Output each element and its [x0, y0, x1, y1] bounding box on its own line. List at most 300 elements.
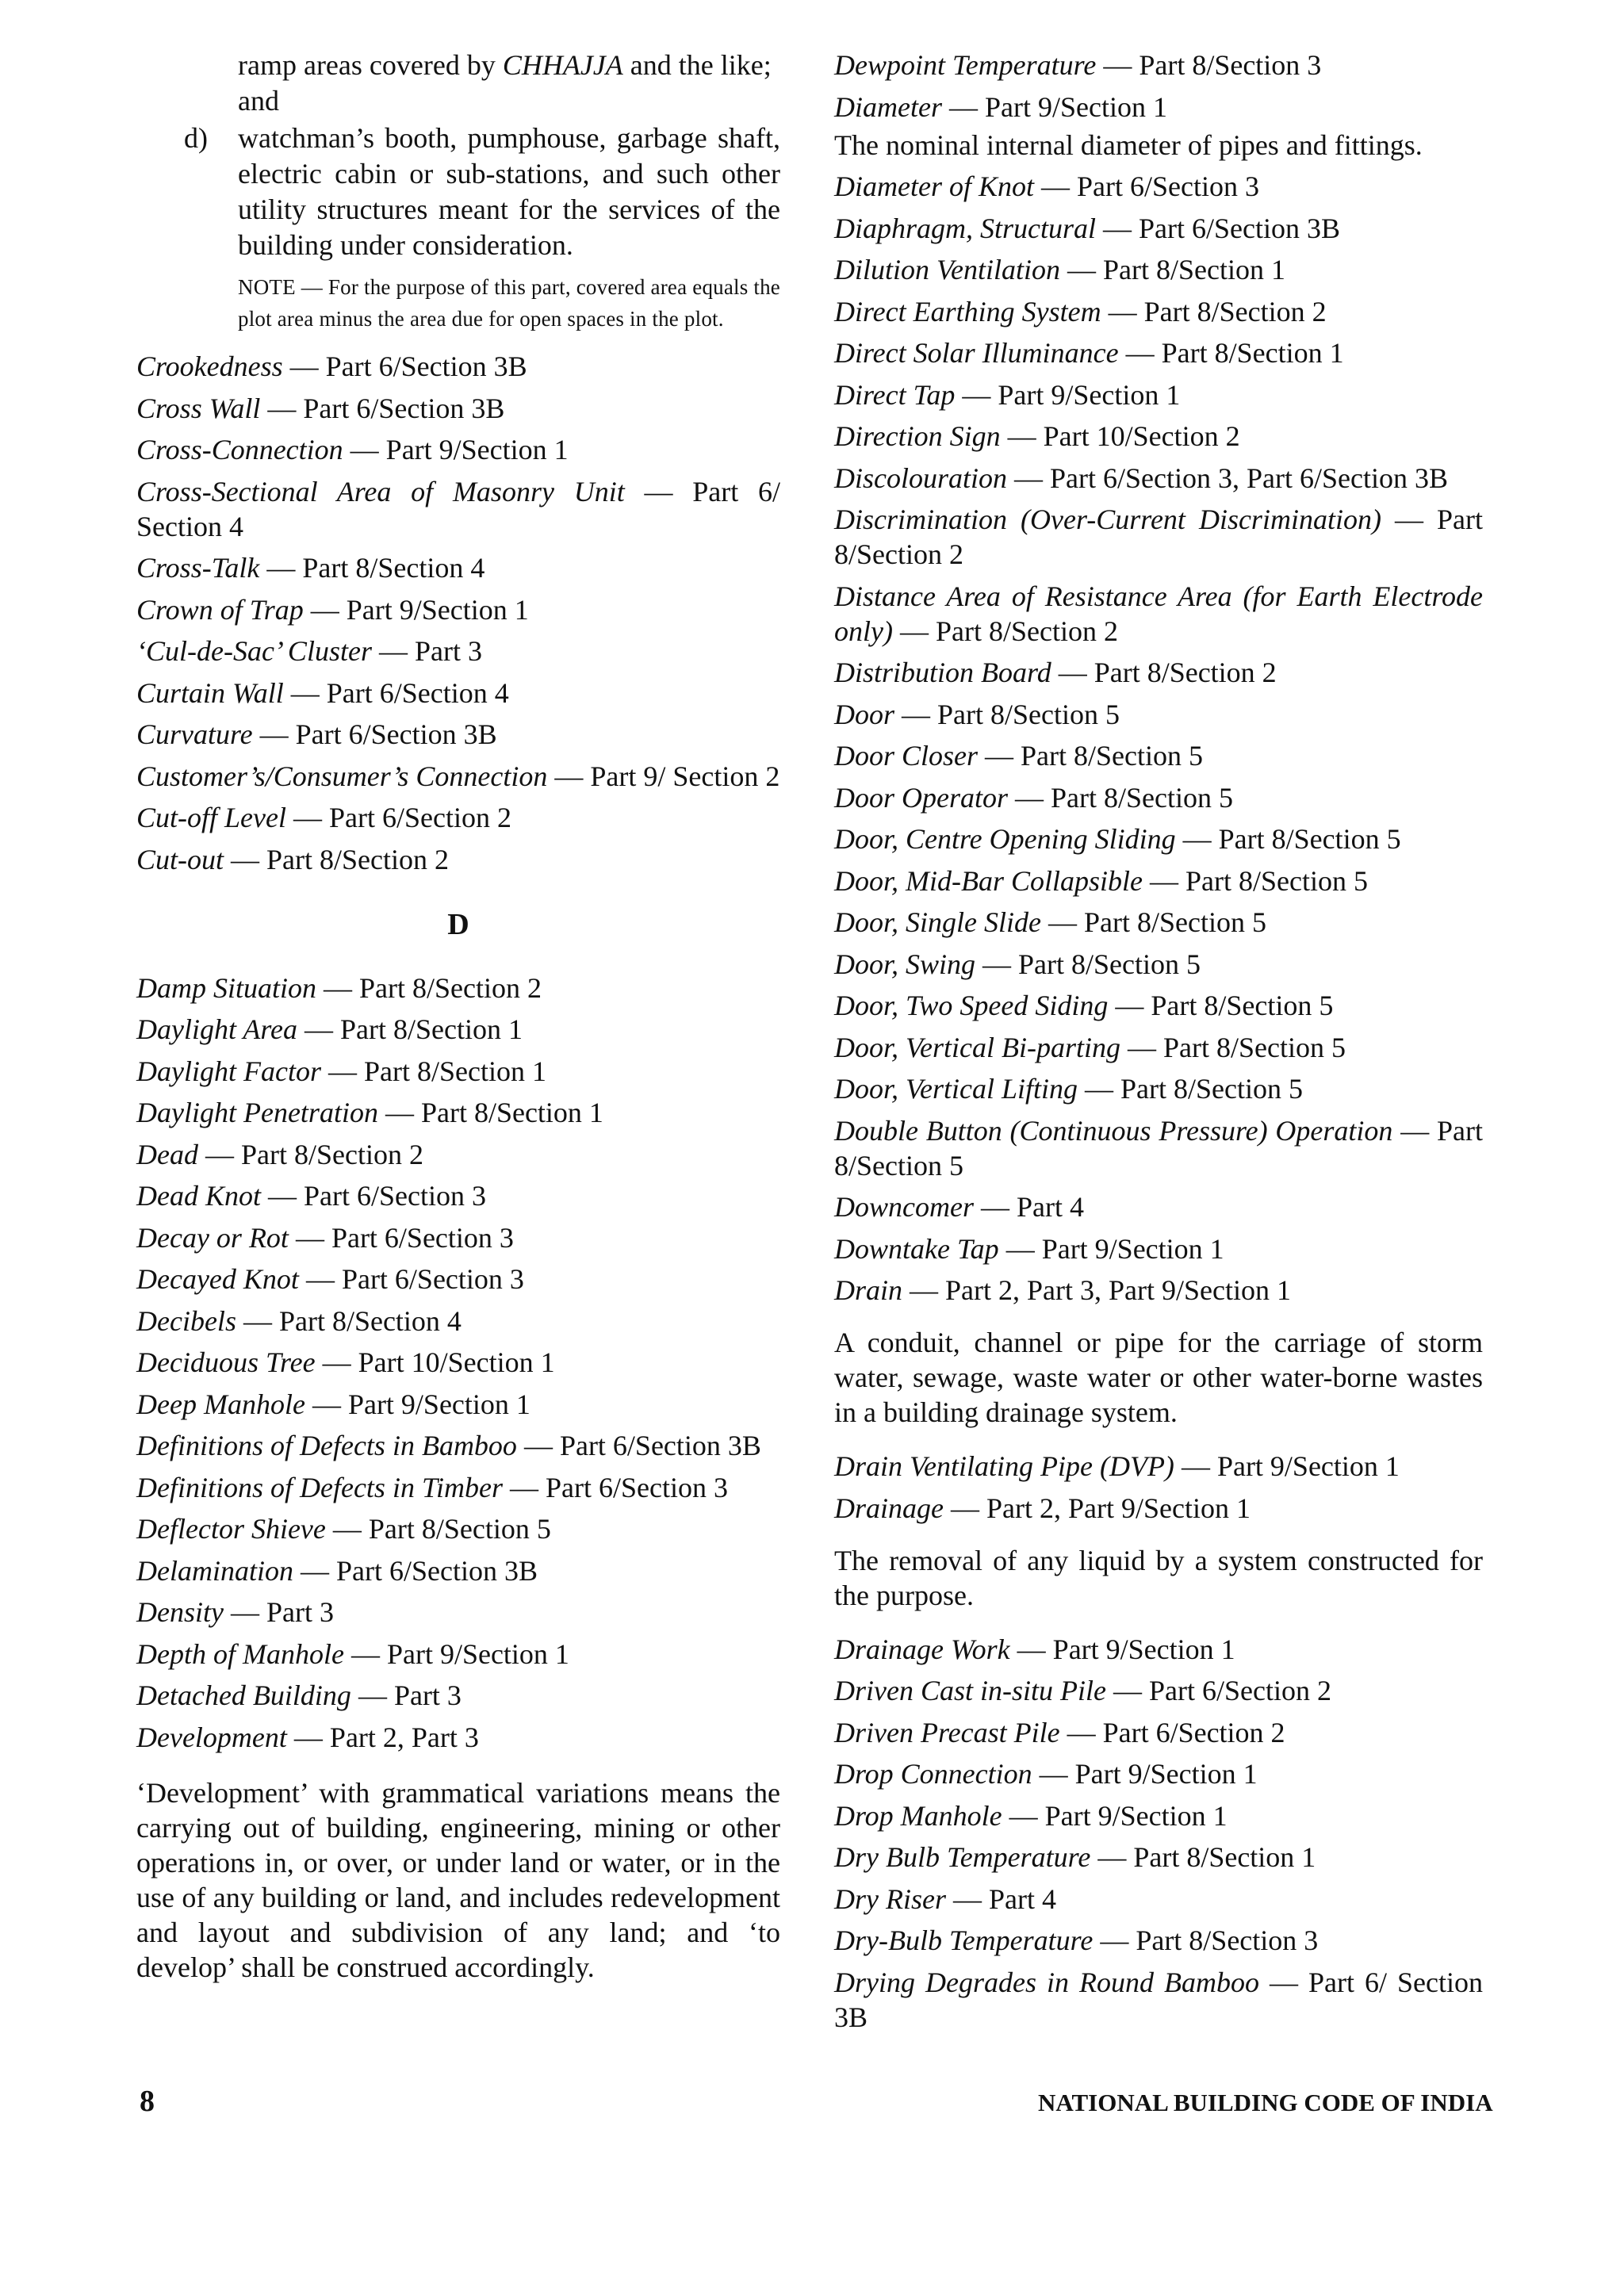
entry-reference: Part 3 [266, 1596, 334, 1628]
glossary-entry [136, 474, 780, 544]
glossary-entry [834, 502, 1483, 572]
list-item-d [136, 121, 780, 263]
glossary-entry [136, 1178, 780, 1213]
entry-term: Decay or Rot [136, 1221, 289, 1254]
glossary-entry [834, 780, 1483, 815]
entries-group-r1 [834, 48, 1483, 124]
entry-term: Cut-off Level [136, 802, 286, 833]
entry-reference: Part 6/Section 3B [295, 718, 497, 750]
glossary-entry [834, 579, 1483, 649]
entry-separator: — [282, 350, 326, 382]
section-letter-heading: D [447, 907, 469, 941]
glossary-entry [834, 419, 1483, 454]
entry-reference: Part 9/ Section 2 [590, 760, 780, 792]
glossary-entry [834, 738, 1483, 773]
entry-separator: — [236, 1304, 279, 1337]
chhajja-term: CHHAJJA [502, 49, 623, 81]
entry-term: Delamination [136, 1554, 293, 1587]
entry-separator: — [1096, 212, 1139, 244]
entry-term: Dewpoint Temperature [834, 49, 1097, 81]
glossary-entry [136, 349, 780, 384]
entry-separator: — [973, 1191, 1017, 1223]
entry-term: Door, Vertical Bi-parting [834, 1031, 1120, 1063]
glossary-entry [136, 1012, 780, 1047]
entry-term: Deep Manhole [136, 1388, 305, 1420]
entry-reference: Part 10/Section 1 [358, 1346, 555, 1378]
left-column [136, 48, 780, 2004]
entry-term: Door, Mid-Bar Collapsible [834, 864, 1143, 897]
entry-separator: — [892, 615, 936, 647]
entry-term: Cross-Connection [136, 434, 343, 465]
running-title: NATIONAL BUILDING CODE OF INDIA [1038, 2089, 1493, 2116]
entry-reference: Part 9/Section 1 [386, 1637, 569, 1670]
glossary-entry [136, 1262, 780, 1296]
entry-term: Decibels [136, 1304, 236, 1337]
entry-separator: — [1000, 420, 1044, 452]
entry-reference: Part 9/Section 1 [385, 434, 569, 465]
entry-reference: Part 8/Section 2 [240, 1138, 423, 1170]
entry-term: Direct Earthing System [834, 295, 1101, 327]
entry-term: Distribution Board [834, 657, 1051, 688]
entry-separator: — [1051, 657, 1094, 688]
entry-reference: Part 6/Section 3B [325, 350, 527, 382]
entry-reference: Part 9/Section 1 [347, 1388, 530, 1420]
entry-reference: Part 8/Section 2 [834, 504, 1483, 570]
entries-group-d [136, 971, 780, 1755]
entry-reference: Part 8/Section 5 [1021, 740, 1204, 772]
glossary-entry [136, 432, 780, 467]
glossary-entry [834, 377, 1483, 412]
entry-separator: — [1174, 1450, 1217, 1482]
entry-separator: — [303, 593, 347, 626]
entry-reference: Part 8/Section 5 [834, 1114, 1484, 1181]
entry-separator: — [1118, 337, 1162, 369]
entry-reference: Part 6/Section 2 [328, 802, 511, 833]
entry-reference: Part 9/Section 1 [984, 90, 1167, 123]
entry-separator: — [293, 1554, 336, 1587]
continuation-line-1 [238, 48, 780, 83]
entry-term: Daylight Penetration [136, 1097, 378, 1128]
entry-separator: — [1096, 49, 1139, 81]
glossary-entry [136, 1720, 780, 1755]
entry-reference: Part 8/Section 2 [266, 843, 449, 875]
glossary-entry [136, 1678, 780, 1713]
entry-term: Discrimination (Over-Current Discrimination) [834, 504, 1381, 535]
entry-separator: — [1258, 1966, 1308, 1998]
entry-reference: Part 9/Section 1 [1052, 1633, 1235, 1665]
entry-separator: — [283, 676, 327, 709]
entry-term: Double Button (Continuous Pressure) Operation [834, 1114, 1393, 1147]
entry-term: Door, Swing [834, 948, 976, 980]
entry-separator: — [1059, 1716, 1103, 1748]
entry-separator: — [298, 1263, 342, 1295]
entry-term: Cut-out [136, 843, 224, 875]
glossary-entry [136, 1595, 780, 1630]
entry-reference: Part 8/Section 2 [935, 615, 1118, 647]
entry-reference: Part 3 [393, 1679, 462, 1711]
entry-term: Door, Single Slide [834, 906, 1041, 938]
entry-separator: — [350, 1679, 394, 1711]
entry-reference: Part 8/Section 1 [339, 1013, 523, 1045]
entry-separator: — [197, 1138, 241, 1170]
entry-reference: Part 6/Section 3 [341, 1263, 524, 1295]
entry-term: Diameter [834, 90, 942, 123]
entry-reference: Part 10/Section 2 [1043, 420, 1240, 452]
entry-separator: — [502, 1471, 546, 1503]
entry-separator: — [902, 1274, 946, 1306]
entries-group-c [136, 349, 780, 877]
glossary-entry [834, 1882, 1483, 1917]
entry-separator: — [1108, 990, 1151, 1021]
entry-separator: — [285, 802, 329, 833]
entry-reference: Part 4 [1016, 1191, 1084, 1223]
entry-reference: Part 6/Section 3B [1139, 212, 1341, 244]
glossary-entry [834, 864, 1483, 898]
glossary-entry [136, 550, 780, 585]
entry-separator: — [1032, 1758, 1075, 1790]
glossary-entry [834, 947, 1483, 982]
entry-term: Driven Cast in-situ Pile [834, 1675, 1106, 1706]
entry-separator: — [1078, 1073, 1121, 1105]
entry-separator: — [343, 434, 386, 465]
entry-separator: — [297, 1013, 340, 1045]
diameter-definition: The nominal internal diameter of pipes and fittings. [834, 129, 1423, 161]
entry-separator: — [316, 971, 360, 1004]
entry-separator: — [516, 1430, 560, 1461]
entry-term: Cross Wall [136, 392, 261, 424]
entry-reference: Part 6/Section 3 [545, 1471, 728, 1503]
glossary-entry [834, 1673, 1483, 1708]
entry-separator: — [547, 760, 591, 792]
entry-term: Distance Area of Resistance Area (for Earth Electrode only) [834, 580, 1483, 647]
entry-reference: Part 6/Section 3B [303, 392, 505, 424]
glossary-entry [834, 1491, 1483, 1526]
entry-term: Direction Sign [834, 420, 1001, 452]
entry-separator: — [1002, 1799, 1045, 1832]
development-definition: ‘Development’ with grammatical variations means the carrying out of building, engineering, mining or other operations in, or over, or under land or water, or in the use of any building or land, and includes redevelopment and layout and subdivision of any land; and ‘to develop’ shall be construed accordingly. [136, 1776, 780, 1983]
entry-reference: Part 6/Section 4 [326, 676, 509, 709]
glossary-entry [136, 592, 780, 627]
entry-separator: — [941, 90, 985, 123]
entry-term: Dilution Ventilation [834, 254, 1060, 285]
entry-separator: — [975, 948, 1019, 980]
continuation-text-part: and the like; [622, 49, 772, 81]
entry-term: Drainage Work [834, 1633, 1010, 1665]
glossary-entry [834, 821, 1483, 856]
entry-term: Definitions of Defects in Timber [136, 1471, 503, 1503]
glossary-entry [834, 1231, 1483, 1266]
entry-term: Diameter of Knot [834, 170, 1034, 202]
entry-term: Dry-Bulb Temperature [834, 1924, 1094, 1956]
glossary-entry [834, 655, 1483, 690]
glossary-entry [834, 697, 1483, 732]
entry-term: Cross-Talk [136, 552, 260, 584]
entry-separator: — [260, 392, 304, 424]
entry-separator: — [945, 1882, 989, 1915]
entry-separator: — [998, 1232, 1042, 1265]
glossary-entry [834, 1965, 1483, 2035]
glossary-entry [834, 169, 1483, 204]
glossary-entry [834, 335, 1483, 370]
glossary-entry [136, 759, 780, 794]
entry-term: Door Operator [834, 781, 1009, 814]
entry-reference: Part 8/Section 4 [278, 1304, 462, 1337]
glossary-entry [136, 1095, 780, 1130]
entry-separator: — [1175, 823, 1219, 855]
entry-reference: Part 8/Section 4 [302, 552, 485, 584]
entry-separator: — [1392, 1114, 1438, 1147]
glossary-entry [136, 971, 780, 1005]
glossary-entry [834, 1189, 1483, 1224]
entry-term: Drain Ventilating Pipe (DVP) [834, 1450, 1174, 1482]
entry-separator: — [223, 1596, 266, 1628]
entry-separator: — [371, 635, 415, 667]
entry-reference: Part 6/Section 2 [1148, 1675, 1331, 1706]
entry-separator: — [252, 718, 296, 750]
glossary-entry [834, 252, 1483, 287]
entry-separator: — [1120, 1031, 1163, 1063]
entry-term: Deciduous Tree [136, 1346, 316, 1378]
glossary-entry [136, 800, 780, 835]
entry-reference: Part 8/Section 5 [1018, 948, 1201, 980]
entry-separator: — [1101, 295, 1144, 327]
entries-group-r2 [834, 169, 1483, 1308]
entry-reference: Part 8/Section 2 [1143, 295, 1327, 327]
entry-term: Drain [834, 1274, 903, 1306]
entry-term: Crown of Trap [136, 593, 304, 626]
entry-separator: — [224, 843, 267, 875]
glossary-entry [136, 1054, 780, 1089]
entry-term: Daylight Factor [136, 1055, 321, 1087]
entry-term: Drop Manhole [834, 1799, 1002, 1832]
entry-term: Diaphragm, Structural [834, 212, 1097, 244]
entry-separator: — [286, 1721, 330, 1753]
entry-reference: Part 4 [988, 1882, 1056, 1915]
entry-reference: Part 8/Section 5 [1051, 781, 1233, 814]
entry-separator: — [377, 1097, 421, 1128]
entry-reference: Part 8/Section 1 [420, 1097, 603, 1128]
glossary-entry [136, 391, 780, 426]
entry-separator: — [1033, 170, 1077, 202]
entry-reference: Part 6/Section 3 [304, 1180, 486, 1212]
entry-term: Cross-Sectional Area of Masonry Unit [136, 475, 625, 507]
entry-reference: Part 6/Section 3, Part 6/Section 3B [1050, 461, 1448, 494]
entry-term: Direct Tap [834, 378, 956, 411]
entry-separator: — [1009, 1633, 1053, 1665]
entry-term: Development [136, 1721, 287, 1753]
entry-term: Crookedness [136, 350, 283, 382]
entry-term: Dry Riser [834, 1882, 946, 1915]
entry-reference: Part 8/Section 2 [1094, 657, 1277, 688]
entry-reference: Part 8/Section 5 [1083, 906, 1266, 938]
entry-separator: — [259, 552, 303, 584]
glossary-entry [834, 1273, 1483, 1308]
list-item-label: d) [184, 122, 208, 154]
entry-reference: Part 9/Section 1 [1074, 1758, 1258, 1790]
entry-reference: Part 6/Section 3 [1076, 170, 1259, 202]
glossary-entry [834, 1632, 1483, 1667]
page-number: 8 [140, 2085, 155, 2118]
entry-term: Door, Centre Opening Sliding [834, 823, 1176, 855]
list-item-text: watchman’s booth, pumphouse, garbage shaft, electric cabin or sub-stations, and such other utility structures meant for the services of the building under consideration. [238, 122, 780, 261]
glossary-entry [136, 1511, 780, 1546]
entry-reference: Part 6/Section 3B [559, 1430, 761, 1461]
glossary-entry [136, 1428, 780, 1463]
entry-reference: Part 8/Section 5 [1151, 990, 1334, 1021]
entry-term: Door, Two Speed Siding [834, 990, 1109, 1021]
entry-separator: — [1007, 461, 1051, 494]
glossary-entry [834, 211, 1483, 246]
entry-reference: Part 2, Part 3 [329, 1721, 479, 1753]
entry-term: Drop Connection [834, 1758, 1032, 1790]
entry-term: Dead [136, 1138, 198, 1170]
entry-reference: Part 8/Section 3 [1139, 49, 1322, 81]
entry-separator: — [1105, 1675, 1149, 1706]
glossary-entry [834, 1715, 1483, 1750]
glossary-entry [834, 461, 1483, 496]
entry-term: Direct Solar Illuminance [834, 337, 1119, 369]
glossary-entry [136, 1304, 780, 1338]
entry-separator: — [624, 475, 693, 507]
entry-separator: — [1008, 781, 1051, 814]
entry-reference: Part 9/Section 1 [998, 378, 1181, 411]
glossary-entry [136, 842, 780, 877]
glossary-entry [136, 1553, 780, 1588]
entry-reference: Part 8/Section 2 [359, 971, 542, 1004]
entry-reference: Part 8/Section 5 [1162, 1031, 1346, 1063]
entry-term: ‘Cul-de-Sac’ Cluster [136, 635, 372, 667]
continuation-text [136, 48, 780, 119]
entry-term: Daylight Area [136, 1013, 297, 1045]
entry-term: Curtain Wall [136, 676, 284, 709]
entry-reference: Part 8/Section 5 [937, 698, 1120, 730]
entry-term: Damp Situation [136, 971, 317, 1004]
glossary-entry [834, 988, 1483, 1023]
entry-separator: — [315, 1346, 358, 1378]
entry-separator: — [320, 1055, 364, 1087]
entries-group-r3 [834, 1449, 1483, 1526]
entry-reference: Part 8/Section 5 [1120, 1073, 1304, 1105]
entry-reference: Part 6/Section 3 [331, 1221, 514, 1254]
entry-reference: Part 6/ Section 4 [136, 475, 780, 542]
glossary-entry [834, 1071, 1483, 1106]
entry-term: Door [834, 698, 895, 730]
entry-term: Downtake Tap [834, 1232, 999, 1265]
entry-separator: — [894, 698, 938, 730]
entry-term: Discolouration [834, 461, 1008, 494]
glossary-entry [834, 1030, 1483, 1065]
glossary-entry [136, 1470, 780, 1505]
glossary-entry [136, 717, 780, 752]
glossary-entry [136, 676, 780, 710]
entry-separator: — [1093, 1924, 1136, 1956]
glossary-entry [136, 1137, 780, 1172]
glossary-entry [834, 1798, 1483, 1833]
entry-term: Customer’s/Consumer’s Connection [136, 760, 548, 792]
entry-term: Deflector Shieve [136, 1513, 326, 1545]
glossary-entry [834, 1756, 1483, 1791]
glossary-entry [136, 1387, 780, 1422]
entry-term: Drainage [834, 1492, 944, 1524]
entry-reference: Part 6/ Section 3B [834, 1966, 1483, 2033]
entry-separator: — [978, 740, 1021, 772]
entry-reference: Part 9/Section 1 [1216, 1450, 1400, 1482]
drainage-definition: The removal of any liquid by a system constructed for the purpose. [834, 1544, 1483, 1611]
entry-separator: — [261, 1180, 304, 1212]
entry-term: Dead Knot [136, 1180, 261, 1212]
continuation-text-part: ramp areas covered by [238, 49, 503, 81]
entry-separator: — [1040, 906, 1084, 938]
entry-term: Door Closer [834, 740, 979, 772]
entry-reference: Part 6/Section 3B [335, 1554, 538, 1587]
entry-term: Door, Vertical Lifting [834, 1073, 1078, 1105]
entries-group-r4 [834, 1632, 1483, 2035]
entry-reference: Part 9/Section 1 [1044, 1799, 1228, 1832]
entry-reference: Part 8/Section 5 [1185, 864, 1368, 897]
glossary-entry [834, 48, 1483, 82]
glossary-entry [834, 905, 1483, 940]
entry-term: Definitions of Defects in Bamboo [136, 1430, 517, 1461]
entry-reference: Part 8/Section 1 [1161, 337, 1344, 369]
entry-term: Driven Precast Pile [834, 1716, 1060, 1748]
entry-reference: Part 8/Section 1 [1133, 1841, 1316, 1873]
entry-term: Density [136, 1596, 224, 1628]
glossary-entry [136, 1220, 780, 1255]
glossary-entry [834, 1840, 1483, 1875]
glossary-entry [136, 1345, 780, 1380]
entry-reference: Part 2, Part 9/Section 1 [986, 1492, 1251, 1524]
entry-separator: — [304, 1388, 348, 1420]
glossary-entry [834, 90, 1483, 124]
entry-reference: Part 8/Section 1 [1103, 254, 1285, 285]
entry-separator: — [1381, 504, 1437, 535]
entry-term: Depth of Manhole [136, 1637, 344, 1670]
entry-separator: — [1060, 254, 1103, 285]
note-text: NOTE — For the purpose of this part, covered area equals the plot area minus the area due for open spaces in the plot. [238, 275, 780, 331]
continuation-line-2: and [238, 85, 279, 117]
entry-term: Dry Bulb Temperature [834, 1841, 1091, 1873]
entry-term: Drying Degrades in Round Bamboo [834, 1966, 1259, 1998]
entry-reference: Part 9/Section 1 [1041, 1232, 1224, 1265]
glossary-entry [834, 294, 1483, 329]
entry-separator: — [944, 1492, 986, 1524]
entry-reference: Part 8/Section 1 [363, 1055, 546, 1087]
entry-reference: Part 8/Section 5 [368, 1513, 551, 1545]
entry-reference: Part 2, Part 3, Part 9/Section 1 [945, 1274, 1291, 1306]
entry-separator: — [1143, 864, 1186, 897]
entry-separator: — [955, 378, 998, 411]
entry-reference: Part 3 [414, 635, 482, 667]
glossary-entry [834, 1113, 1483, 1183]
entry-term: Curvature [136, 718, 253, 750]
glossary-entry [834, 1923, 1483, 1958]
entry-reference: Part 8/Section 5 [1218, 823, 1401, 855]
entry-reference: Part 8/Section 3 [1136, 1924, 1319, 1956]
glossary-entry [834, 1449, 1483, 1484]
entry-separator: — [325, 1513, 369, 1545]
glossary-entry [136, 634, 780, 668]
entry-term: Detached Building [136, 1679, 351, 1711]
entry-term: Decayed Knot [136, 1263, 299, 1295]
entry-separator: — [343, 1637, 387, 1670]
entry-reference: Part 9/Section 1 [346, 593, 529, 626]
entry-term: Downcomer [834, 1191, 974, 1223]
entry-reference: Part 6/Section 2 [1102, 1716, 1285, 1748]
entry-separator: — [1090, 1841, 1134, 1873]
drain-definition: A conduit, channel or pipe for the carriage of storm water, sewage, waste water or other water-borne wastes in a building drainage system. [834, 1327, 1483, 1428]
right-column [834, 48, 1483, 2041]
glossary-entry [136, 1637, 780, 1672]
